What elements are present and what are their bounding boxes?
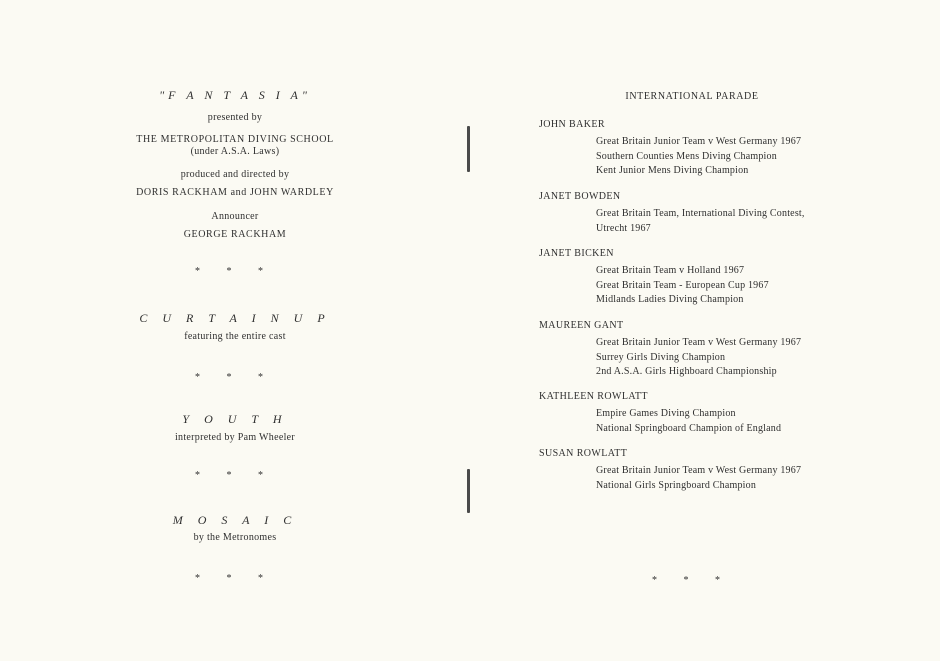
diver-name: MAUREEN GANT: [539, 320, 624, 331]
act-title: M O S A I C: [172, 513, 298, 527]
diver-achievement: Empire Games Diving Champion: [596, 408, 736, 419]
diver-achievement: 2nd A.S.A. Girls Highboard Championship: [596, 366, 777, 377]
diver-achievement: Great Britain Team, International Diving Contest,: [596, 208, 805, 219]
diver-achievement: Midlands Ladies Diving Champion: [596, 294, 744, 305]
diver-name: JANET BOWDEN: [539, 191, 621, 202]
announcer-label: Announcer: [211, 211, 259, 222]
diver-achievement: Kent Junior Mens Diving Champion: [596, 165, 749, 176]
announcer-name: GEORGE RACKHAM: [183, 229, 287, 240]
produced-by: produced and directed by: [180, 169, 290, 180]
diver-achievement: Great Britain Team v Holland 1967: [596, 265, 745, 276]
producers: DORIS RACKHAM and JOHN WARDLEY: [136, 187, 334, 198]
act-subtitle: by the Metronomes: [193, 532, 277, 543]
diver-achievement: National Girls Springboard Champion: [596, 480, 757, 491]
diver-achievement: National Springboard Champion of England: [596, 423, 782, 434]
diver-name: SUSAN ROWLATT: [539, 448, 628, 459]
separator-stars: * * *: [195, 470, 275, 481]
diver-achievement: Surrey Girls Diving Champion: [596, 352, 726, 363]
diver-achievement: Utrecht 1967: [596, 223, 651, 234]
school-name: THE METROPOLITAN DIVING SCHOOL: [136, 134, 334, 145]
right-page: [470, 0, 940, 661]
diver-name: KATHLEEN ROWLATT: [539, 391, 648, 402]
diver-name: JOHN BAKER: [539, 119, 605, 130]
diver-achievement: Great Britain Team - European Cup 1967: [596, 280, 769, 291]
diver-achievement: Southern Counties Mens Diving Champion: [596, 151, 777, 162]
act-title: C U R T A I N U P: [139, 311, 331, 325]
act-subtitle: interpreted by Pam Wheeler: [174, 432, 296, 443]
presented-by: presented by: [207, 112, 263, 123]
diver-name: JANET BICKEN: [539, 248, 614, 259]
diver-achievement: Great Britain Junior Team v West Germany 1967: [596, 337, 802, 348]
act-title: Y O U T H: [182, 412, 288, 426]
separator-stars: * * *: [195, 573, 275, 584]
show-title: "F A N T A S I A": [159, 88, 311, 102]
diver-achievement: Great Britain Junior Team v West Germany 1967: [596, 465, 802, 476]
section-heading: INTERNATIONAL PARADE: [625, 91, 759, 102]
separator-stars: * * *: [652, 575, 732, 586]
school-laws: (under A.S.A. Laws): [190, 146, 280, 157]
separator-stars: * * *: [195, 372, 275, 383]
diver-achievement: Great Britain Junior Team v West Germany 1967: [596, 136, 802, 147]
separator-stars: * * *: [195, 266, 275, 277]
act-subtitle: featuring the entire cast: [184, 331, 286, 342]
